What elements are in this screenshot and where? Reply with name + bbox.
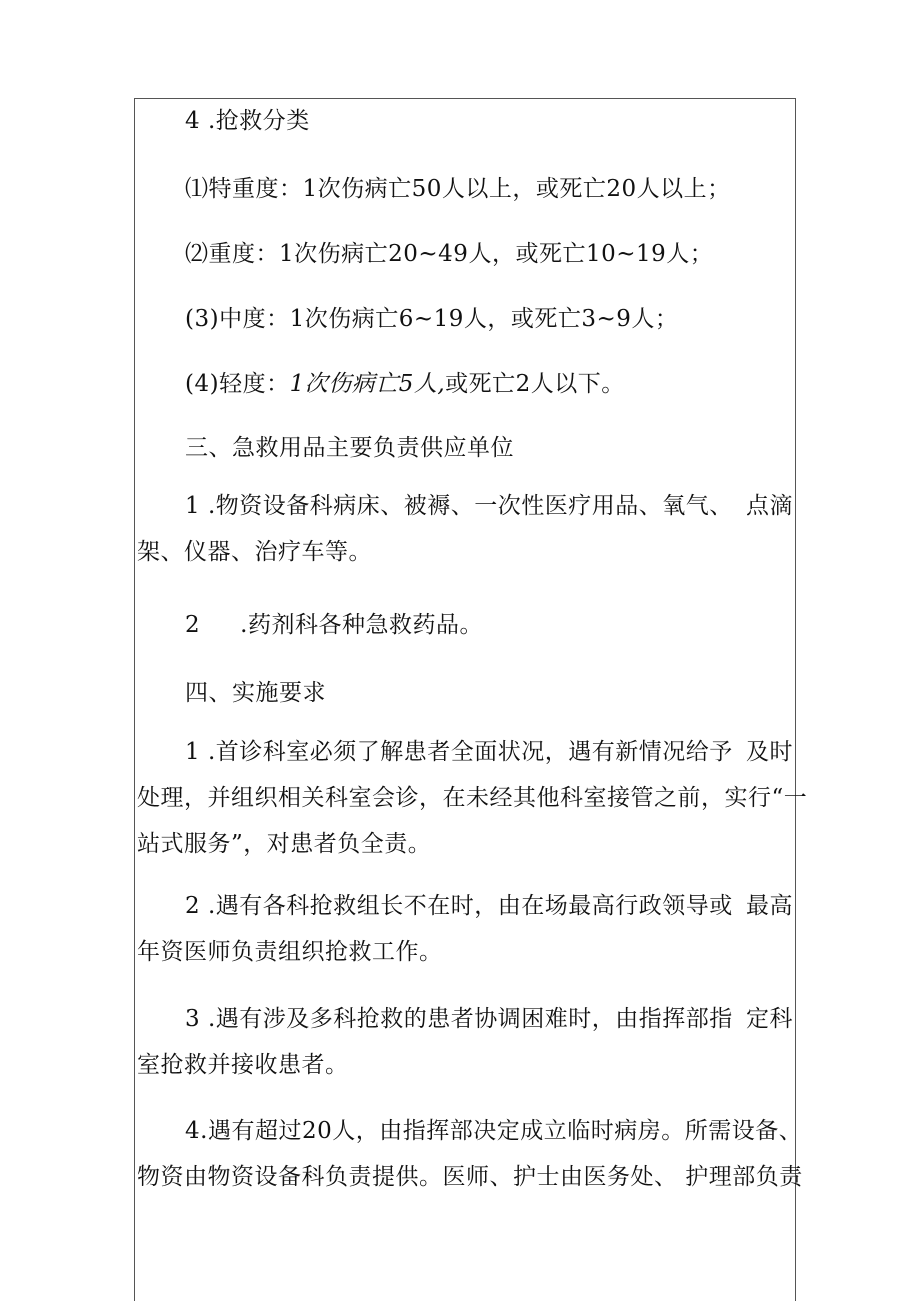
heading-supply-units: 三、急救用品主要负责供应单位 [185,435,514,461]
supply-item-2 [137,602,841,648]
requirement-item-4-line-1 [137,1108,803,1154]
supply-item-1-text-a: 1 .物资设备科病床、被褥、一次性医疗用品、氧气、 [185,493,733,519]
requirement-item-1-line-2: 处理，并组织相关科室会诊，在未经其他科室接管之前，实行“一 [137,785,808,811]
supply-item-1-line-2: 架、仪器、治疗车等。 [137,539,372,565]
requirement-item-4-text-a: 4.遇有超过20人，由指挥部决定成立临时病房。所需 [185,1118,732,1144]
requirement-item-3-line-2: 室抢救并接收患者。 [137,1052,349,1078]
requirement-item-2-line-2: 年资医师负责组织抢救工作。 [137,939,443,965]
requirement-item-1 [137,729,808,867]
requirement-item-1-text-a: 1 .首诊科室必须了解患者全面状况，遇有新情况给予 [185,739,733,765]
list-item-severe-special: ⑴特重度：1次伤病亡50人以上，或死亡20人以上； [185,176,731,202]
heading-rescue-classification: 4 .抢救分类 [185,108,310,134]
requirement-item-3 [137,996,793,1088]
supply-item-1-text-b: 点滴 [746,493,793,519]
light-italic-text: 1次伤病亡5人, [289,371,446,397]
list-item-light [137,361,841,407]
supply-item-1 [137,483,793,575]
requirement-item-2-text-b: 最高 [746,893,793,919]
requirement-item-1-line-1 [137,729,793,775]
supply-item-2-text: .药剂科各种急救药品。 [240,612,483,638]
list-item-moderate: (3)中度：1次伤病亡6~19人，或死亡3~9人； [185,306,679,332]
requirement-item-3-line-1 [137,996,793,1042]
requirement-item-1-text-b: 及时 [746,739,793,765]
list-item-severe: ⑵重度：1次伤病亡20~49人，或死亡10~19人； [185,241,714,267]
light-suffix: 或死亡2人以下。 [445,371,625,397]
requirement-item-4 [137,1108,803,1200]
requirement-item-4-text-b: 设备、 [731,1118,803,1144]
requirement-item-2 [137,883,793,975]
requirement-item-2-text-a: 2 .遇有各科抢救组长不在时，由在场最高行政领导或 [185,893,733,919]
supply-item-1-line-1 [137,483,793,529]
heading-requirements: 四、实施要求 [185,680,326,706]
requirement-item-2-line-1 [137,883,793,929]
requirement-item-3-text-a: 3 .遇有涉及多科抢救的患者协调困难时，由指挥部指 [185,1006,733,1032]
requirement-item-4-line-2: 物资由物资设备科负责提供。医师、护士由医务处、 护理部负责 [137,1164,803,1190]
requirement-item-3-text-b: 定科 [746,1006,793,1032]
requirement-item-1-line-3: 站式服务”，对患者负全责。 [137,831,432,857]
supply-item-2-number: 2 [185,612,201,638]
light-prefix: (4)轻度： [185,371,290,397]
